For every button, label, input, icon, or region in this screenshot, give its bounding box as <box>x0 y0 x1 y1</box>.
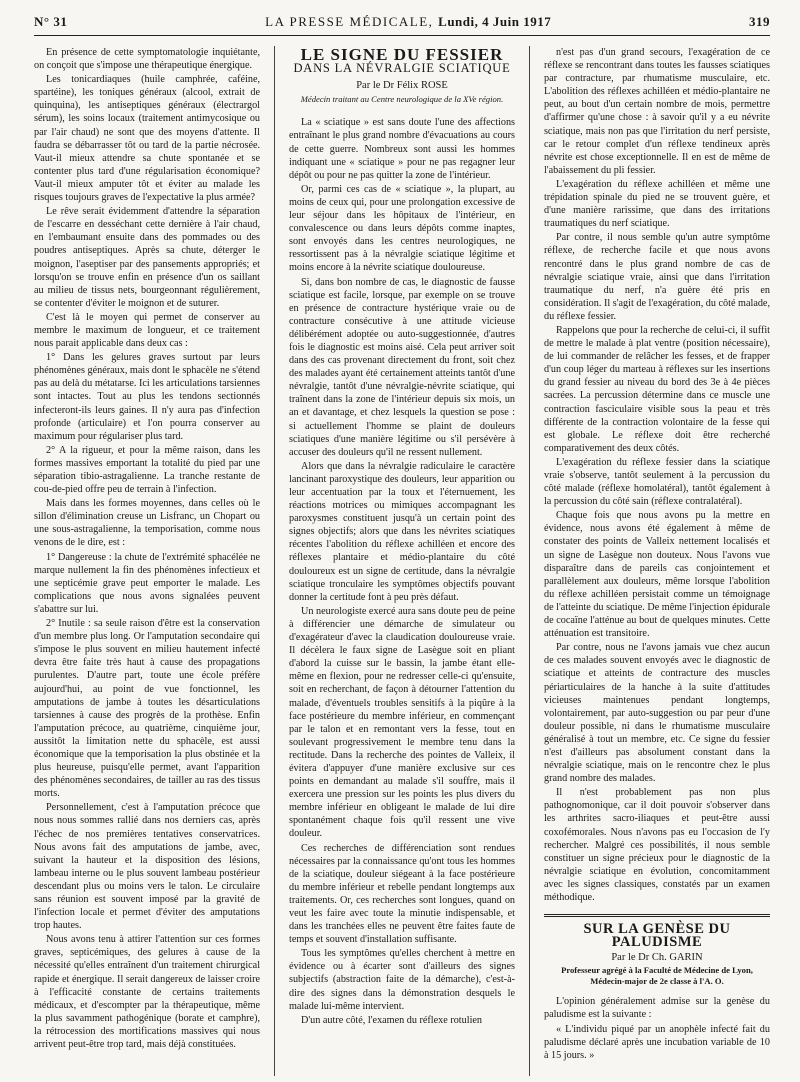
article-author: Par le Dr Ch. GARIN <box>611 952 703 964</box>
paragraph: « L'individu piqué par un anophèle infecté fait du paludisme déclaré après une incubation variable de 10 à 15 jours. » <box>543 1023 770 1061</box>
article-title: LE SIGNE DU FESSIER <box>300 46 504 64</box>
issue-date: Lundi, 4 Juin 1917 <box>438 14 552 29</box>
journal-name: LA PRESSE MÉDICALE, <box>265 14 434 29</box>
paragraph: n'est pas d'un grand secours, l'exagération de ce réflexe se rencontrant dans toutes les fausses sciatiques par contracture, par rhumatisme musculaire, etc. L'abolition des réflexes achilléen et médio-plantaire ne peut, au bout d'un certain nombre de mois, permettre d'affirmer qu'une chose : à savoir qu'il y a eu névrite sciatique, mais non pas que l'irritation du nerf persiste, car le retour complet d'un réflexe tendineux après névrite est chose exceptionnelle. Il en est de même de l'abaissement du pli fessier. <box>543 47 770 176</box>
paragraph: Rappelons que pour la recherche de celui-ci, il suffit de mettre le malade à plat ventre (position nécessaire), de lui commander de relâcher les fesses, et de frapper d'un coup léger du marteau à réflexes sur les insertions du grand fessier au niveau du bord des 3e à 4e pièces sacrées. La percussion détermine dans ce muscle une contraction fasciculaire visible sous la peau et très différente de la contraction volontaire de la fesse qui est globale. Le réflexe doit être recherché comparativement des deux côtés. <box>543 324 770 454</box>
column-2 <box>289 46 515 1076</box>
paragraph: Tous les symptômes qu'elles cherchent à mettre en évidence ou à écarter sont d'ailleurs des signes subjectifs (abstraction faite de la démarche), c'est-à-dire des signes dans la démonstration desquels le malade lui-même intervient. <box>288 948 516 1012</box>
paragraph: Or, parmi ces cas de « sciatique », la plupart, au moins de ceux qui, pour une prolongation excessive de leur séjour dans les hôpitaux de l'intérieur, en convalescence ou dans leurs dépôts comme inaptes, sont envoyés dans les centres neurologiques, ne ressortissent pas à la névralgie sciatique légitime et moins encore à la névrite sciatique douloureuse. <box>288 183 516 274</box>
issue-number: N° 31 <box>34 14 68 29</box>
paragraph: L'opinion généralement admise sur la genèse du paludisme est la suivante : <box>543 996 770 1021</box>
paragraph: La « sciatique » est sans doute l'une des affections entraînant le plus grand nombre d'évacuations au cours de cette guerre. Nombreux sont aussi les hommes indiquant une « sciatique » pour ne pas regagner leur dépôt ou pour ne pas quitter la zone de l'intérieur. <box>288 117 516 181</box>
paragraph: 1° Dangereuse : la chute de l'extrémité sphacélée ne marque nullement la fin des phénomènes infectieux et une septicémie grave peut emporter le malade. Les complications que nous avons signalées peuvent s'abattre sur lui. <box>34 551 261 615</box>
page-number: 319 <box>749 14 770 29</box>
paragraph: 2° A la rigueur, et pour la même raison, dans les formes massives emportant la totalité du pied par une séparation tibio-astragalienne. La tranche restante de cou-de-pied offre peu de terrain à l'infection. <box>34 444 261 496</box>
paragraph: Nous avons tenu à attirer l'attention sur ces formes graves, septicémiques, des gelures à cause de la nécessité qu'elles entraînent d'un traitement chirurgical rapide et énergique. Il serait dangereux de laisser croire à l'efficacité constante de certains traitements médicaux, et d'escompter par la thérapeutique, même la plus savamment pathogénique (borate et camphre), la rétrocession des mortifications massives qui nous arrivent peut-être trop tard, mais déjà constituées. <box>34 934 261 1051</box>
paragraph: Par contre, nous ne l'avons jamais vue chez aucun de ces malades souvent envoyés avec le diagnostic de sciatique et atteints de contracture des muscles périarticulaires de la hanche à la suite d'attitudes vicieuses maintenues pendant longtemps, volontairement, par auto-suggestion ou par peur d'une douleur possible, ni dans le rhumatisme musculaire généralisé à tout un membre, etc. Ce signe du fessier n'est d'ailleurs pas absolument constant dans la névralgie sciatique, mais on le rencontre chez le plus grand nombre des malades. <box>543 642 770 785</box>
paragraph: Par contre, il nous semble qu'un autre symptôme réflexe, de recherche facile et que nous avons rencontré dans le plus grand nombre de cas de névralgie sciatique vraie, ainsi que dans l'irritation traumatique du nerf, n'a guère été pris en considération. Il s'agit de l'exagération, du côté malade, du réflexe fessier. <box>543 232 770 322</box>
column-3 <box>544 46 770 1076</box>
paragraph: Mais dans les formes moyennes, dans celles où le sillon d'élimination creuse un Lisfranc, un Chopart ou une sous-astragalienne, la temporisation, comme nous venons de le dire, est : <box>34 498 261 549</box>
paragraph: L'exagération du réflexe fessier dans la sciatique vraie s'observe, tantôt seulement à la percussion du côté malade (réflexe homolatéral), tantôt également à la percussion du côté sain (réflexe contralatéral). <box>543 456 770 508</box>
article-separator <box>544 914 770 917</box>
page-header <box>34 14 770 36</box>
paragraph: Un neurologiste exercé aura sans doute peu de peine à différencier une démarche de simulateur ou d'exagérateur d'avec la claudication douloureuse vraie. Il décèlera le faux signe de Lasègue soit en pliant d'abord la cuisse sur le bassin, la jambe étant elle-même en flexion, pour ne redresser celle-ci qu'ensuite, soit en recherchant, de façon à détourner l'attention du malade, d'éventuels troubles sensitifs à la piqûre à la face postérieure du membre inférieur, en commençant par le talon et en remontant vers la fesse, tout en soulevant progressivement le membre tenu dans la rectitude. Dans la recherche des pointes de Valleix, il évitera d'appuyer d'une manière exclusive sur ces points en demandant au malade s'il souffre, mais il exercera une pression sur les points les plus divers du membre inférieur en obligeant le malade de lui dire spontanément chaque fois qu'il ressent une vive douleur. <box>288 605 516 840</box>
paragraph: Il n'est probablement pas non plus pathognomonique, car il doit pouvoir s'observer dans les arthrites sacro-iliaques et peut-être aussi coxofémorales. Nous n'avons pas eu l'occasion de l'y rechercher. Malgré ces possibilités, il nous semble constituer un signe précieux pour le diagnostic de la névralgie sciatique en évolution, concomitamment avec les signes classiques, constatés par un examen méthodique. <box>543 787 770 903</box>
article-author: Par le Dr Félix ROSE <box>356 80 448 92</box>
paragraph: D'un autre côté, l'examen du réflexe rotulien <box>300 1014 483 1026</box>
affiliation-line: Professeur agrégé à la Faculté de Médecine de Lyon, <box>561 965 753 976</box>
affiliation-line: Médecin-major de 2e classe à l'A. O. <box>590 976 724 987</box>
column-rule <box>274 46 275 1076</box>
paragraph: Personnellement, c'est à l'amputation précoce que nous nous sommes rallié dans nos derniers cas, après l'échec de nos premières tentatives conservatrices. Nous avons fait des amputations de jambe, avec, suivant la hauteur et la disposition des lésions, lambeau interne ou le plus souvent lambeau postérieur descendant plus ou moins vers le talon. Le circulaire sans réunion est souvent imposé par la gravité de l'infection locale et permet d'éviter des amputations trop hautes. <box>34 802 261 932</box>
paragraph: Le rêve serait évidemment d'attendre la séparation de l'escarre en desséchant cette dernière à l'air chaud, en l'embaumant ensuite dans des pommades ou des poudres antiseptiques. Après sa chute, déterger le moignon, l'aseptiser par des pansements appropriés; et lorsqu'on se trouve enfin en présence d'un os saillant au milieu de tissus nets, bourgeonnant régulièrement, se contenter d'éviter le moignon et de suturer. <box>34 206 261 309</box>
paragraph: 1° Dans les gelures graves surtout par leurs phénomènes généraux, mais dont le sphacèle ne s'étend pas au delà du métatarse. Ici les articulations tarsiennes sont intactes. Tout au plus les tendons sectionnés infecteront-ils leurs gaines. Il n'y aura pas d'infection profonde (articulaire) et l'on pourra conserver au maximum pour régulariser plus tard. <box>34 352 261 442</box>
paragraph: Alors que dans la névralgie radiculaire le caractère lancinant paroxystique des douleurs, leur apparition ou leur accentuation par la toux et l'éternuement, les réactions motrices ou mimiques accompagnant les paroxysmes constituent jusqu'à un certain point des signes objectifs; alors que dans les névrites sciatiques récentes l'abolition du réflexe achilléen et encore des réflexes plantaire et médio-plantaire du côté douloureux est un signe de certitude, dans la névralgie sciatique tronculaire les symptômes objectifs pouvant donner la certitude font à peu près défaut. <box>288 460 516 603</box>
paragraph: En présence de cette symptomatologie inquiétante, on conçoit que s'impose une thérapeutique énergique. <box>34 47 261 72</box>
paragraph: Si, dans bon nombre de cas, le diagnostic de fausse sciatique est facile, lorsque, par exemple on se trouve en présence de contracture hystérique vraie ou de contracture consécutive à une attitude vicieuse délibérément adoptée ou auto-suggestionnée, d'autres fois le diagnostic est moins aisé. Cela peut arriver soit dans des cas provenant directement du front, soit chez des malades ayant été certainement atteints tantôt d'une névralgie, tantôt d'une névralgie-névrite sciatique, qui traînent dans la zone de l'intérieur depuis six mois, un an et davantage, et chez lesquels la question se pose : si actuellement l'homme se plaint de douleurs sciatiques d'une manière légitime ou s'il persévère à accuser des douleurs qu'il ne ressent nullement. <box>288 276 516 458</box>
paragraph: C'est là le moyen qui permet de conserver au membre le maximum de longueur, et ce traitement nous parait applicable dans deux cas : <box>34 311 261 350</box>
paragraph: L'exagération du réflexe achilléen et même une trépidation spinale du pied ne se trouvent guère, et d'une manière rarissime, que dans des irritations traumatiques du nerf sciatique. <box>543 178 770 230</box>
article-affiliation: Médecin traitant au Centre neurologique de la XVe région. <box>300 94 504 105</box>
journal-title-date <box>265 14 551 30</box>
text-columns <box>34 46 770 1076</box>
paragraph: 2° Inutile : sa seule raison d'être est la conservation d'un membre plus long. Or l'amputation secondaire qui s'impose le plus souvent en milieu hautement infecté devra être faite très haut à cause des propagations purulentes. D'autre part, toute une école préfère aujourd'hui, au point de vue fonctionnel, les amputations de jambe à toutes les désarticulations tarsiennes à cause des progrès de la prothèse. Enfin l'amputation précoce, au quatrième, cinquième jour, aussitôt la limitation nette du sphacèle, est aussi économique que la temporisation la plus obstinée et la plus heureuse, puisqu'elle permet, avant l'apparition des phénomènes secondaires, de tailler au ras des tissus morts. <box>34 618 261 800</box>
paragraph: Chaque fois que nous avons pu la mettre en évidence, nous avons été également à même de constater des points de Valleix nettement localisés et un signe de Lasègue non douteux. Nous l'avons vue disparaître dans de pareils cas conjointement et parallèlement aux douleurs, même lorsque l'abolition du réflexe achilléen persistait comme un témoignage de l'atteinte du sciatique. De même l'injection épidurale de cocaïne l'atténue au bout de quelques minutes. Cette atténuation est transitoire. <box>543 510 770 640</box>
paragraph: Ces recherches de différenciation sont rendues nécessaires par la connaissance qu'ont tous les hommes de la sciatique, douleur siégeant à la face postérieure du membre inférieur et rebelle pendant longtemps aux traitements. Or, ces recherches sont longues, quand on veut les faire avec toute la minutie indispensable, et dans les tranchées elles ne peuvent être faites faute de temps et souvent d'installation suffisante. <box>288 842 516 946</box>
article-affiliation <box>544 965 770 987</box>
column-1 <box>34 46 260 1076</box>
column-rule <box>529 46 530 1076</box>
paragraph: Les tonicardiaques (huile camphrée, caféine, spartéine), les toniques généraux (alcool, extrait de quinquina), les antiseptiques généraux (électrargol sérum), les soins locaux (traitement antimycosique ou par l'air chaud) ne sont que des moyens d'attente. Il faudra se débarrasser tôt ou tard de la partie nécrosée. Vaut-il mieux attendre sa chute spontanée et se contenter plus tard d'une régularisation économique? Vaut-il mieux amputer tôt et éviter au malade les risques toujours graves de l'expectative la plus armée? <box>34 74 261 204</box>
article-title: SUR LA GENÈSE DU PALUDISME <box>583 921 731 951</box>
article-subtitle: DANS LA NÉVRALGIE SCIATIQUE <box>293 61 511 76</box>
